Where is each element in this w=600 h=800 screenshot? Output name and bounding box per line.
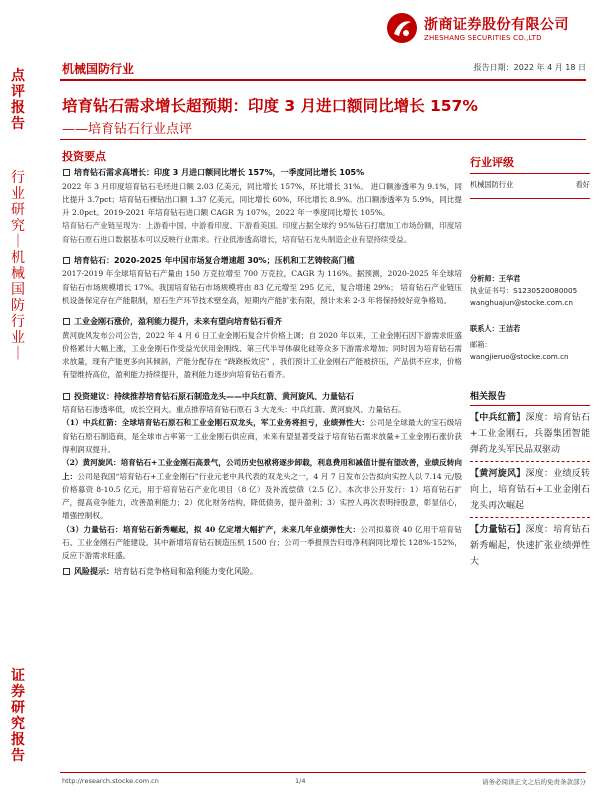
page-subtitle: ——培育钻石行业点评 xyxy=(62,122,193,137)
page-number: 1/4 xyxy=(295,777,306,785)
recommendation-1-body: 公司是全球最大的宝石级培育钻石原石制造商，是全球市占率第一工业金刚石供应商，未来有望显著受益于培育钻石需求放量+工业金刚石涨价获得利润双提升。 xyxy=(62,418,463,454)
analyst-label: 分析师： xyxy=(470,274,499,283)
section-1-paragraph-2: 培育钻石产业链呈现为：上游看中国、中游看印度、下游看美国。印度占据全球约 95%钻石打磨加工市场份额，印度培育钻石原石进口数据基本可以反映行业需求。行业低渗透高增长，培育钻石龙头制造企业有望持续受益。 xyxy=(62,221,462,244)
securities-research-label: 证券研究报告 xyxy=(11,668,25,764)
recommendation-3-heading: （3）力量钻石：培育钻石新秀崛起，拟 40 亿定增大幅扩产，未来几年业绩弹性大： xyxy=(62,524,361,534)
recommendation-3 xyxy=(62,523,462,563)
related-report-tag: 【中兵红箭】 xyxy=(470,413,526,423)
header-divider xyxy=(60,79,586,81)
section-4-heading-text: 投资建议：持续推荐培育钻石原石制造龙头——中兵红箭、黄河旋风、力量钻石 xyxy=(74,391,354,401)
section-1-paragraph-1: 2022 年 3 月印度培育钻石毛坯进口额 2.03 亿美元，同比增长 157%，环比增长 31%。 进口额渗透率为 9.1%，同比提升 3.7pct；培育钻石裸钻出口额 1.37 亿美元，同比增长 60%，环比增长 8.9%。出口额渗透率为 5.9%，同比提升 2.0pct。2019-2021 年培育钻石进口额 CAGR 为 107%，2022 年一季度同比增长 105%。 xyxy=(62,181,462,218)
related-report-1[interactable] xyxy=(470,410,590,458)
rating-divider xyxy=(470,198,590,199)
section-3-paragraph: 黄河旋风发布公司公告，2022 年 4 月 6 日工业金刚石复合片价格上调；自 2020 年以来，工业金刚石因下游需求旺盛价格累计大幅上涨，工业金刚石作受益光伏用金刚线、第三代半导体碳化硅等众多下游需求增加；同时因为培育钻石需求放量，现有产能更多向其倾斜，产能分配存在 “跷跷板效应” ，我们预计工业金刚石产能被挤压，产品供不应求，价格有望维持高位，盈利能力持续提升，盈利能力逐步向培育钻石看齐。 xyxy=(62,330,462,380)
section-1-heading-text: 培育钻石需求高增长：印度 3 月进口额同比增长 157%，一季度同比增长 105% xyxy=(74,168,365,178)
report-date-label: 报告日期： xyxy=(473,63,514,72)
rating-row xyxy=(470,180,590,190)
contact-email-label: 邮箱： xyxy=(470,340,492,349)
report-date-value: 2022 年 4 月 18 日 xyxy=(513,63,586,72)
report-date xyxy=(474,62,586,73)
analyst-block xyxy=(470,273,590,309)
checkbox-bullet-icon xyxy=(63,568,70,575)
contact-block xyxy=(470,323,590,363)
related-report-text: 深度：培育钻石+工业金刚石，兵器集团智能弹药龙头军民品双驱动 xyxy=(470,413,590,455)
rating-heading: 行业评级 xyxy=(470,154,590,174)
recommendation-2 xyxy=(62,456,462,522)
related-report-tag: 【力量钻石】 xyxy=(470,525,526,535)
section-4-paragraph: 培育钻石渗透率低，成长空间大。重点推荐培育钻石原石 3 大龙头：中兵红箭、黄河旋风、力量钻石。 xyxy=(62,405,406,415)
report-type-label: 点评报告 xyxy=(11,68,25,132)
related-reports-heading: 相关报告 xyxy=(470,389,590,406)
footer-url[interactable]: http://research.stocke.com.cn xyxy=(62,777,159,785)
section-2-heading xyxy=(62,254,462,267)
footer-divider xyxy=(60,772,586,773)
related-report-3[interactable] xyxy=(470,522,590,570)
checkbox-bullet-icon xyxy=(63,257,70,264)
recommendation-1-heading: （1）中兵红箭：全球培育钻石原石和工业金刚石双龙头，军工业务将担亏，业绩弹性大： xyxy=(62,418,370,428)
recommendation-1 xyxy=(62,416,462,456)
risk-heading-text: 风险提示： xyxy=(74,566,114,576)
checkbox-bullet-icon xyxy=(63,318,70,325)
risk-heading xyxy=(62,565,462,578)
recommendation-3-body: 公司拟募资 40 亿用于培育钻石、工业金刚石产能建设，其中新增培育钻石制造压机 1500 台；公司一季报预告归母净利润同比增长 128%-152%，反应下游需求旺盛。 xyxy=(62,524,462,561)
industry-research-label: 行业研究｜机械国防行业｜ xyxy=(11,170,25,362)
section-3-heading-text: 工业金刚石涨价，盈利能力提升，未来有望向培育钻石看齐 xyxy=(74,317,282,327)
page-title: 培育钻石需求增长超预期：印度 3 月进口额同比增长 157% xyxy=(62,97,478,115)
cert-number: S1230520080005 xyxy=(513,286,578,295)
company-emblem-icon xyxy=(386,12,418,44)
section-2-paragraph: 2017-2019 年全球培育钻石产量由 150 万克拉增至 700 万克拉，CAGR 为 116%。据预测，2020-2025 年全球培育钻石市场规模增长 17%。我国培育钻石市场规模将由 83 亿元增至 295 亿元，复合增速 29%； 培育钻石产业链压机设备保定存在产能限制，原石生产环节技术壁垒高，短期内产能扩张有限，预计未来 2-3 年将保持较好竞争格局。 xyxy=(62,269,462,305)
checkbox-bullet-icon xyxy=(63,393,70,400)
section-1-heading xyxy=(62,166,462,179)
related-report-2[interactable] xyxy=(470,466,590,514)
company-name-cn: 浙商证券股份有限公司 xyxy=(424,17,569,33)
cert-label: 执业证书号： xyxy=(470,286,514,295)
section-2-heading-text: 培育钻石：2020-2025 年中国市场复合增速超 30%；压机和工艺铸较高门槛 xyxy=(74,256,355,266)
footer-disclaimer: 请务必阅读正文之后的免责条款部分 xyxy=(482,778,586,786)
related-divider xyxy=(470,517,590,518)
related-report-text: 深度：业绩反转向上，培育钻石+工业金刚石龙头再次崛起 xyxy=(470,469,590,511)
related-report-text: 深度：培育钻石新秀崛起，快速扩张业绩弹性大 xyxy=(470,525,590,567)
industry-name: 机械国防行业 xyxy=(62,62,135,76)
company-name-en: ZHESHANG SECURITIES CO.,LTD xyxy=(424,34,542,42)
contact-label: 联系人： xyxy=(470,324,499,333)
invest-heading: 投资要点 xyxy=(62,150,106,163)
main-content xyxy=(62,150,462,578)
related-report-tag: 【黄河旋风】 xyxy=(470,469,526,479)
recommendation-2-body: 公司是我国“培育钻石+工业金刚石”行业元老中具代表的双龙头之一，4 月 7 日发布公告拟向实控人以 7.14 元/股价格募资 8-10.5 亿元，用于培育钻石产业化项目（8 亿）及补流偿债（2.5 亿）。本次非公开发行：1）培育钻石扩产，提高竞争能力，改善盈利能力；2）优化财务结构，降低债务，提升盈利；3）实控人再次表明持股意，彰显信心，增强控制权。 xyxy=(62,471,463,521)
analyst-name: 王华君 xyxy=(498,274,521,283)
rating-value: 看好 xyxy=(575,180,590,189)
analyst-email[interactable]: wanghuajun@stocke.com.cn xyxy=(470,298,573,307)
section-3-heading xyxy=(62,315,462,328)
checkbox-bullet-icon xyxy=(63,169,70,176)
risk-body: 培育钻石竞争格局和盈利能力变化风险。 xyxy=(114,566,258,576)
contact-name: 王洁若 xyxy=(498,324,521,333)
company-logo xyxy=(386,10,594,50)
related-divider xyxy=(470,461,590,462)
rating-industry: 机械国防行业 xyxy=(470,180,514,189)
section-4-heading xyxy=(62,390,462,403)
contact-email[interactable]: wangjieruo@stocke.com.cn xyxy=(470,352,569,361)
sidebar xyxy=(470,150,590,570)
title-divider xyxy=(60,139,586,140)
recommendation-2-heading: （2）黄河旋风：培育钻石+工业金刚石高景气，公司历史包袱将逐步卸载，利息费用和减值计提有望改善，业绩反转向上： xyxy=(62,458,462,481)
